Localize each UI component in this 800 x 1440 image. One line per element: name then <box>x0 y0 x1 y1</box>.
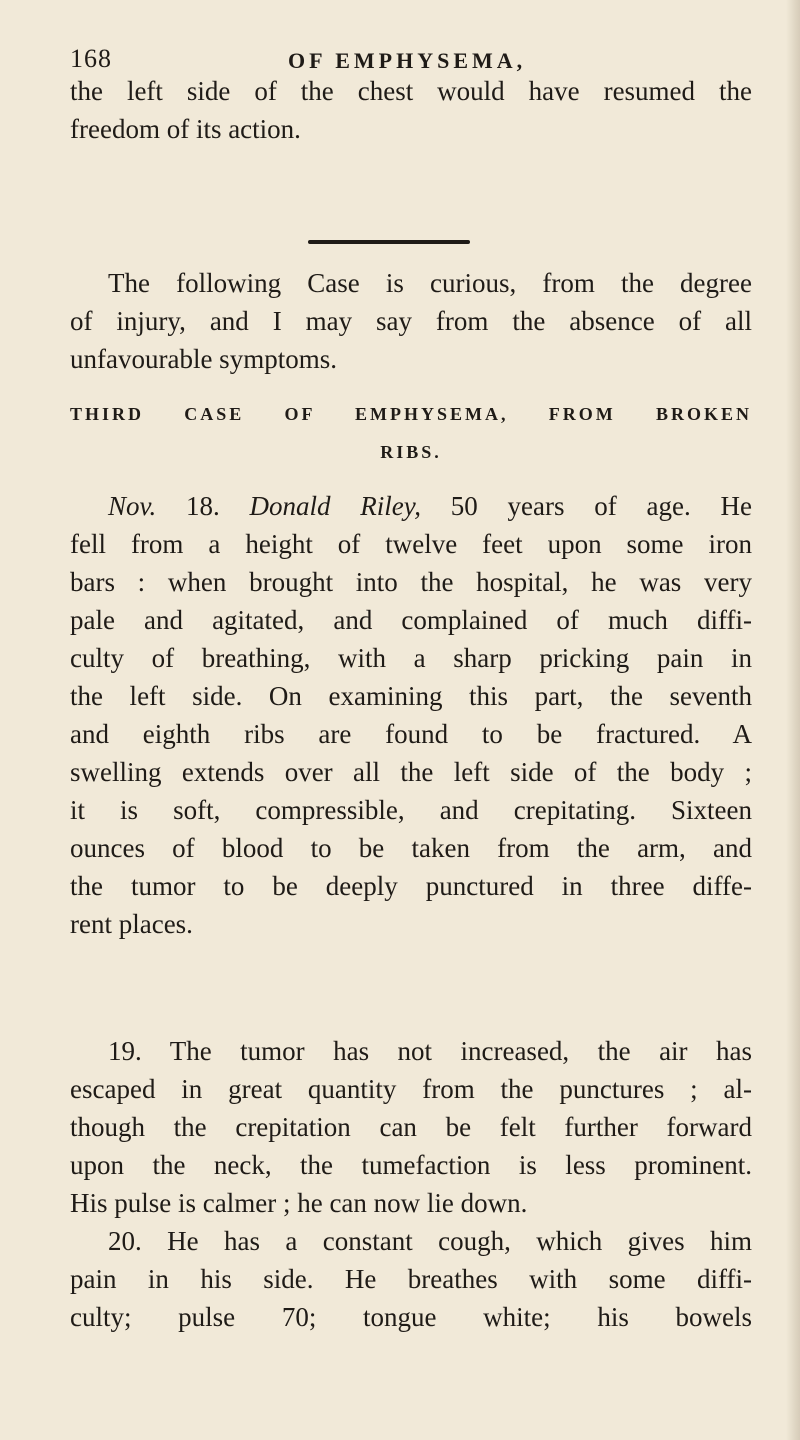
text-line: swelling extends over all the left side of the body ; <box>70 757 752 787</box>
paragraph-case-entry-20 <box>70 1222 752 1336</box>
entry-day: 18. <box>186 491 220 521</box>
paragraph-case-entry-19 <box>70 1032 752 1222</box>
text-line: unfavourable symptoms. <box>70 344 337 374</box>
running-head: OF EMPHYSEMA, <box>288 48 527 73</box>
text-line: escaped in great quantity from the punctures ; al- <box>70 1074 752 1104</box>
text-fragment: 50 years of age. He <box>450 491 753 521</box>
patient-name: Donald Riley, <box>249 491 422 521</box>
text-line: rent places. <box>70 909 193 939</box>
text-line <box>70 487 752 525</box>
text-line: The following Case is curious, from the degree <box>108 268 752 298</box>
text-line: of injury, and I may say from the absence of all <box>70 306 752 336</box>
text-line: 19. The tumor has not increased, the air has <box>108 1036 752 1066</box>
text-line: though the crepitation can be felt further forward <box>70 1112 752 1142</box>
paragraph-intro <box>70 264 752 378</box>
page-edge-shadow <box>786 0 800 1440</box>
section-divider <box>308 240 470 244</box>
text-line: pale and agitated, and complained of much diffi- <box>70 605 752 635</box>
entry-month: Nov. <box>108 491 157 521</box>
page-number: 168 <box>70 44 112 73</box>
case-heading-line: THIRD CASE OF EMPHYSEMA, FROM BROKEN <box>70 404 752 424</box>
text-line: His pulse is calmer ; he can now lie down. <box>70 1188 528 1218</box>
text-line: culty; pulse 70; tongue white; his bowels <box>70 1302 752 1332</box>
case-heading-line: RIBS. <box>380 442 442 462</box>
paragraph-case-entry-nov-18 <box>70 487 752 943</box>
text-line: the tumor to be deeply punctured in three diffe- <box>70 871 752 901</box>
text-line: 20. He has a constant cough, which gives him <box>108 1226 752 1256</box>
text-line: the left side of the chest would have resumed the <box>70 76 752 106</box>
paragraph-continuation <box>70 72 752 148</box>
text-line: culty of breathing, with a sharp pricking pain in <box>70 643 752 673</box>
text-line: bars : when brought into the hospital, he was very <box>70 567 752 597</box>
text-line: freedom of its action. <box>70 114 301 144</box>
text-line: pain in his side. He breathes with some diffi- <box>70 1264 752 1294</box>
case-heading <box>70 395 752 471</box>
text-line: ounces of blood to be taken from the arm, and <box>70 833 752 863</box>
text-line: the left side. On examining this part, the seventh <box>70 681 752 711</box>
text-line: it is soft, compressible, and crepitating. Sixteen <box>70 795 752 825</box>
text-line: and eighth ribs are found to be fractured. A <box>70 719 752 749</box>
text-line: fell from a height of twelve feet upon some iron <box>70 529 752 559</box>
text-line: upon the neck, the tumefaction is less prominent. <box>70 1150 752 1180</box>
